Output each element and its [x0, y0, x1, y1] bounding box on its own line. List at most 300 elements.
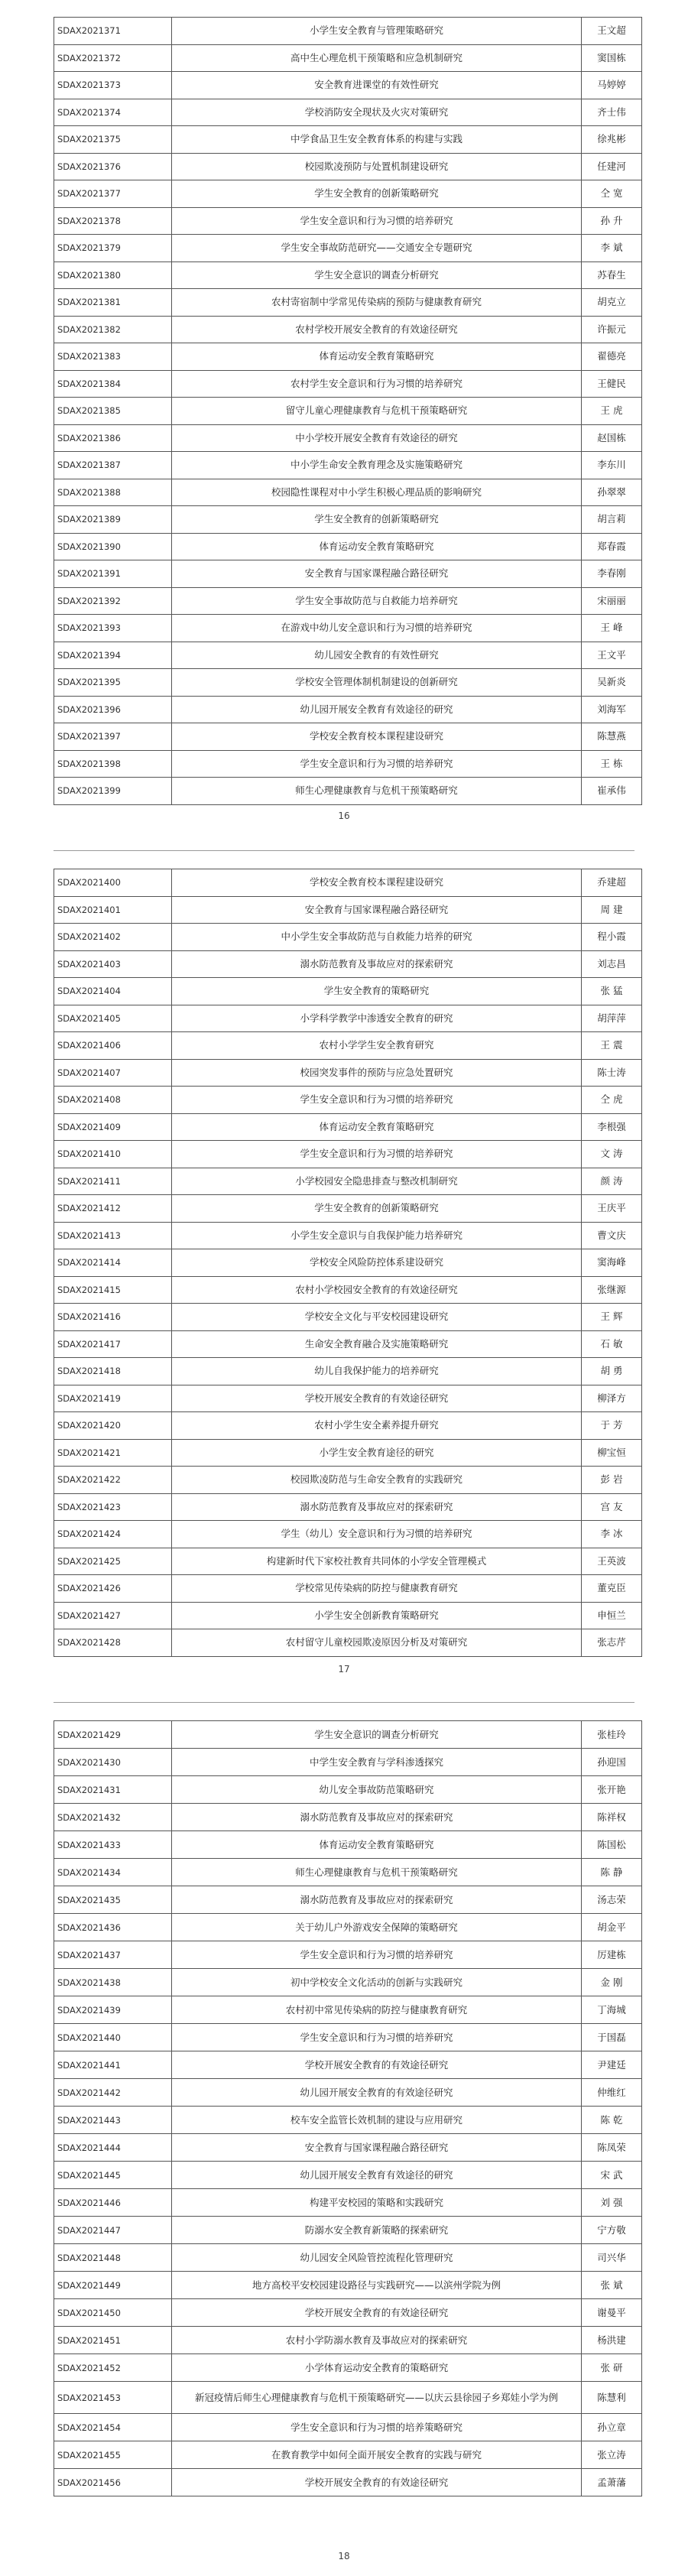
table-row — [54, 1548, 642, 1575]
project-code: SDAX2021453 — [54, 2382, 172, 2414]
table-row — [54, 424, 642, 452]
project-title: 学生安全教育的创新策略研究 — [172, 506, 582, 534]
project-author: 李春刚 — [582, 560, 642, 588]
project-author: 王 栋 — [582, 750, 642, 778]
table-row — [54, 1575, 642, 1603]
project-author: 刘海军 — [582, 696, 642, 723]
project-code: SDAX2021418 — [54, 1358, 172, 1385]
table-row — [54, 1831, 642, 1859]
project-author: 汤志荣 — [582, 1886, 642, 1914]
project-title: 师生心理健康教育与危机干预策略研究 — [172, 1859, 582, 1886]
project-title: 校园突发事件的预防与应急处置研究 — [172, 1059, 582, 1087]
table-row — [54, 1749, 642, 1776]
project-title: 在游戏中幼儿安全意识和行为习惯的培养研究 — [172, 615, 582, 642]
project-code: SDAX2021434 — [54, 1859, 172, 1886]
project-code: SDAX2021429 — [54, 1721, 172, 1749]
project-author: 杨洪建 — [582, 2327, 642, 2354]
project-author: 赵国栋 — [582, 424, 642, 452]
project-author: 厉建栋 — [582, 1941, 642, 1969]
project-title: 学校安全教育校本课程建设研究 — [172, 869, 582, 897]
table-row — [54, 2024, 642, 2051]
project-code: SDAX2021447 — [54, 2217, 172, 2244]
project-author: 陈祥权 — [582, 1804, 642, 1831]
project-author: 胡言莉 — [582, 506, 642, 534]
project-title: 学生安全意识和行为习惯的培养研究 — [172, 1941, 582, 1969]
table-row — [54, 343, 642, 371]
project-code: SDAX2021438 — [54, 1969, 172, 1996]
project-title: 中小学生命安全教育理念及实施策略研究 — [172, 452, 582, 479]
project-code: SDAX2021398 — [54, 750, 172, 778]
project-title: 学校安全文化与平安校园建设研究 — [172, 1304, 582, 1331]
project-author: 张开艳 — [582, 1776, 642, 1804]
project-author: 李根强 — [582, 1113, 642, 1141]
project-title: 小学生安全意识与自我保护能力培养研究 — [172, 1222, 582, 1249]
table-row — [54, 1439, 642, 1467]
project-title: 学生安全意识和行为习惯的培养研究 — [172, 2024, 582, 2051]
project-code: SDAX2021396 — [54, 696, 172, 723]
project-author: 齐士伟 — [582, 99, 642, 126]
project-code: SDAX2021373 — [54, 72, 172, 99]
table-row — [54, 1276, 642, 1304]
project-title: 学生安全意识和行为习惯的培养研究 — [172, 1141, 582, 1168]
table-row — [54, 896, 642, 924]
project-author: 王 峰 — [582, 615, 642, 642]
table-row — [54, 1304, 642, 1331]
project-title: 幼儿园开展安全教育有效途径的研究 — [172, 696, 582, 723]
project-author: 申恒兰 — [582, 1602, 642, 1629]
project-code: SDAX2021436 — [54, 1914, 172, 1941]
table-row — [54, 316, 642, 343]
project-code: SDAX2021413 — [54, 1222, 172, 1249]
project-title: 学生安全意识和行为习惯的培养研究 — [172, 1087, 582, 1114]
project-code: SDAX2021404 — [54, 978, 172, 1005]
project-title: 学校安全风险防控体系建设研究 — [172, 1249, 582, 1277]
project-author: 张 研 — [582, 2354, 642, 2382]
project-code: SDAX2021452 — [54, 2354, 172, 2382]
project-title: 农村小学校园安全教育的有效途径研究 — [172, 1276, 582, 1304]
project-author: 张桂玲 — [582, 1721, 642, 1749]
table-row — [54, 1521, 642, 1548]
project-title: 小学校园安全隐患排查与整改机制研究 — [172, 1168, 582, 1195]
project-author: 柳泽方 — [582, 1385, 642, 1412]
project-author: 徐兆彬 — [582, 126, 642, 154]
project-author: 胡金平 — [582, 1914, 642, 1941]
project-author: 丁海城 — [582, 1996, 642, 2024]
project-author: 王文超 — [582, 18, 642, 45]
project-author: 马婷婷 — [582, 72, 642, 99]
project-code: SDAX2021383 — [54, 343, 172, 371]
table-row — [54, 778, 642, 805]
table-row — [54, 2354, 642, 2382]
project-title: 学校开展安全教育的有效途径研究 — [172, 2051, 582, 2079]
project-author: 颜 涛 — [582, 1168, 642, 1195]
project-title: 学生安全意识和行为习惯的培养策略研究 — [172, 2414, 582, 2441]
project-author: 陈 乾 — [582, 2107, 642, 2134]
table-row — [54, 1493, 642, 1521]
project-author: 张 猛 — [582, 978, 642, 1005]
project-code: SDAX2021439 — [54, 1996, 172, 2024]
table-row — [54, 950, 642, 978]
project-author: 李 斌 — [582, 235, 642, 262]
project-code: SDAX2021378 — [54, 207, 172, 235]
project-author: 周 建 — [582, 896, 642, 924]
table-row — [54, 978, 642, 1005]
project-code: SDAX2021374 — [54, 99, 172, 126]
project-code: SDAX2021381 — [54, 289, 172, 317]
project-code: SDAX2021432 — [54, 1804, 172, 1831]
project-code: SDAX2021380 — [54, 261, 172, 289]
project-code: SDAX2021424 — [54, 1521, 172, 1548]
table-row — [54, 18, 642, 45]
project-code: SDAX2021414 — [54, 1249, 172, 1277]
project-title: 学生安全意识的调查分析研究 — [172, 1721, 582, 1749]
project-author: 胡克立 — [582, 289, 642, 317]
project-author: 于 芳 — [582, 1412, 642, 1440]
project-title: 中小学生安全事故防范与自救能力培养的研究 — [172, 924, 582, 951]
project-title: 学校安全教育校本课程建设研究 — [172, 723, 582, 751]
project-code: SDAX2021382 — [54, 316, 172, 343]
table-row — [54, 2414, 642, 2441]
project-code: SDAX2021445 — [54, 2162, 172, 2189]
project-code: SDAX2021443 — [54, 2107, 172, 2134]
project-author: 郑春霞 — [582, 533, 642, 560]
project-title: 校园隐性课程对中小学生积极心理品质的影响研究 — [172, 479, 582, 506]
project-author: 程小霞 — [582, 924, 642, 951]
project-code: SDAX2021407 — [54, 1059, 172, 1087]
project-title: 学校开展安全教育的有效途径研究 — [172, 2299, 582, 2327]
project-title: 构建平安校园的策略和实践研究 — [172, 2189, 582, 2217]
project-code: SDAX2021386 — [54, 424, 172, 452]
project-title: 农村小学生安全素养提升研究 — [172, 1412, 582, 1440]
project-code: SDAX2021375 — [54, 126, 172, 154]
table-row — [54, 2107, 642, 2134]
project-code: SDAX2021372 — [54, 44, 172, 72]
project-author: 胡 勇 — [582, 1358, 642, 1385]
project-title: 校园欺凌防范与生命安全教育的实践研究 — [172, 1467, 582, 1494]
table-row — [54, 44, 642, 72]
project-code: SDAX2021448 — [54, 2244, 172, 2272]
project-code: SDAX2021419 — [54, 1385, 172, 1412]
table-row — [54, 924, 642, 951]
project-author: 仲维红 — [582, 2079, 642, 2107]
project-code: SDAX2021385 — [54, 398, 172, 425]
table-row — [54, 669, 642, 697]
table-row — [54, 1776, 642, 1804]
project-title: 小学体育运动安全教育的策略研究 — [172, 2354, 582, 2382]
project-title: 安全教育进课堂的有效性研究 — [172, 72, 582, 99]
project-author: 孙 升 — [582, 207, 642, 235]
project-title: 学生安全教育的创新策略研究 — [172, 1195, 582, 1223]
project-title: 农村小学防溺水教育及事故应对的探索研究 — [172, 2327, 582, 2354]
table-row — [54, 2051, 642, 2079]
project-author: 窦海峰 — [582, 1249, 642, 1277]
table-row — [54, 2134, 642, 2162]
project-title: 小学生安全教育途径的研究 — [172, 1439, 582, 1467]
project-author: 孙翠翠 — [582, 479, 642, 506]
project-title: 农村小学学生安全教育研究 — [172, 1032, 582, 1060]
project-title: 小学生安全教育与管理策略研究 — [172, 18, 582, 45]
table-row — [54, 1249, 642, 1277]
table-row — [54, 1358, 642, 1385]
project-title-text: 新冠疫情后师生心理健康教育与危机干预策略研究——以庆云县徐园子乡郑娃小学为例 — [194, 2391, 558, 2403]
project-code: SDAX2021449 — [54, 2272, 172, 2299]
project-code: SDAX2021401 — [54, 896, 172, 924]
project-author: 张继源 — [582, 1276, 642, 1304]
table-row — [54, 1969, 642, 1996]
project-title: 小学科学教学中渗透安全教育的研究 — [172, 1005, 582, 1032]
project-author: 翟德亮 — [582, 343, 642, 371]
project-title: 农村学校开展安全教育的有效途径研究 — [172, 316, 582, 343]
table-row — [54, 370, 642, 398]
project-title: 农村留守儿童校园欺凌原因分析及对策研究 — [172, 1629, 582, 1657]
project-title: 学校开展安全教育的有效途径研究 — [172, 2469, 582, 2496]
table-row — [54, 398, 642, 425]
project-title: 学生（幼儿）安全意识和行为习惯的培养研究 — [172, 1521, 582, 1548]
project-code: SDAX2021420 — [54, 1412, 172, 1440]
project-author: 尹建廷 — [582, 2051, 642, 2079]
project-code: SDAX2021402 — [54, 924, 172, 951]
project-code: SDAX2021397 — [54, 723, 172, 751]
project-code: SDAX2021377 — [54, 180, 172, 208]
table-row — [54, 506, 642, 534]
table-row — [54, 2327, 642, 2354]
project-code: SDAX2021406 — [54, 1032, 172, 1060]
project-title: 学生安全意识的调查分析研究 — [172, 261, 582, 289]
table-row — [54, 533, 642, 560]
project-code: SDAX2021388 — [54, 479, 172, 506]
table-row — [54, 2189, 642, 2217]
project-code: SDAX2021409 — [54, 1113, 172, 1141]
project-code: SDAX2021395 — [54, 669, 172, 697]
table-row — [54, 153, 642, 180]
table-row — [54, 1859, 642, 1886]
project-code: SDAX2021433 — [54, 1831, 172, 1859]
table-row — [54, 207, 642, 235]
table-row — [54, 1168, 642, 1195]
table-row — [54, 2272, 642, 2299]
table-row — [54, 2244, 642, 2272]
project-author: 王 辉 — [582, 1304, 642, 1331]
project-author: 刘志昌 — [582, 950, 642, 978]
project-title: 体育运动安全教育策略研究 — [172, 343, 582, 371]
project-author: 王庆平 — [582, 1195, 642, 1223]
project-author: 陈慧燕 — [582, 723, 642, 751]
project-title: 体育运动安全教育策略研究 — [172, 1831, 582, 1859]
project-code: SDAX2021431 — [54, 1776, 172, 1804]
table-row — [54, 1195, 642, 1223]
table-row — [54, 1467, 642, 1494]
project-title: 幼儿安全事故防范策略研究 — [172, 1776, 582, 1804]
project-title: 防溺水安全教育新策略的探索研究 — [172, 2217, 582, 2244]
table-row — [54, 1886, 642, 1914]
project-title: 学生安全事故防范与自救能力培养研究 — [172, 587, 582, 615]
table-row — [54, 615, 642, 642]
project-code: SDAX2021456 — [54, 2469, 172, 2496]
project-title: 学生安全意识和行为习惯的培养研究 — [172, 207, 582, 235]
table-row — [54, 479, 642, 506]
project-title: 学校安全管理体制机制建设的创新研究 — [172, 669, 582, 697]
project-title: 师生心理健康教育与危机干预策略研究 — [172, 778, 582, 805]
table-row — [54, 2382, 642, 2414]
project-author: 陈凤荣 — [582, 2134, 642, 2162]
project-code: SDAX2021389 — [54, 506, 172, 534]
table-row — [54, 1385, 642, 1412]
table-row — [54, 1222, 642, 1249]
project-author: 仝 虎 — [582, 1087, 642, 1114]
project-author: 司兴华 — [582, 2244, 642, 2272]
project-code: SDAX2021416 — [54, 1304, 172, 1331]
project-author: 窦国栋 — [582, 44, 642, 72]
project-code: SDAX2021428 — [54, 1629, 172, 1657]
project-code: SDAX2021387 — [54, 452, 172, 479]
project-author: 许振元 — [582, 316, 642, 343]
project-title: 体育运动安全教育策略研究 — [172, 1113, 582, 1141]
project-author: 张志芹 — [582, 1629, 642, 1657]
project-title: 初中学校安全文化活动的创新与实践研究 — [172, 1969, 582, 1996]
project-author: 胡萍萍 — [582, 1005, 642, 1032]
page-number: 18 — [338, 2551, 350, 2561]
project-author: 孙迎国 — [582, 1749, 642, 1776]
project-author: 仝 宽 — [582, 180, 642, 208]
table-row — [54, 723, 642, 751]
project-code: SDAX2021430 — [54, 1749, 172, 1776]
project-title: 关于幼儿户外游戏安全保障的策略研究 — [172, 1914, 582, 1941]
table-row — [54, 1629, 642, 1657]
project-title: 地方高校平安校园建设路径与实践研究——以滨州学院为例 — [172, 2272, 582, 2299]
project-title — [172, 2382, 582, 2414]
project-author: 孟萧藩 — [582, 2469, 642, 2496]
project-author: 吴新炎 — [582, 669, 642, 697]
project-code: SDAX2021371 — [54, 18, 172, 45]
table-row — [54, 261, 642, 289]
project-title: 安全教育与国家课程融合路径研究 — [172, 2134, 582, 2162]
table-row — [54, 1721, 642, 1749]
project-code: SDAX2021444 — [54, 2134, 172, 2162]
table-row — [54, 1032, 642, 1060]
project-author: 王 震 — [582, 1032, 642, 1060]
project-author: 李东川 — [582, 452, 642, 479]
project-title: 溺水防范教育及事故应对的探索研究 — [172, 1804, 582, 1831]
project-code: SDAX2021417 — [54, 1330, 172, 1358]
table-row — [54, 1087, 642, 1114]
table-row — [54, 1941, 642, 1969]
project-code: SDAX2021400 — [54, 869, 172, 897]
project-code: SDAX2021427 — [54, 1602, 172, 1629]
project-code: SDAX2021405 — [54, 1005, 172, 1032]
project-code: SDAX2021423 — [54, 1493, 172, 1521]
project-code: SDAX2021393 — [54, 615, 172, 642]
project-author: 柳宝恒 — [582, 1439, 642, 1467]
project-code: SDAX2021425 — [54, 1548, 172, 1575]
project-title: 幼儿自我保护能力的培养研究 — [172, 1358, 582, 1385]
project-author: 金 刚 — [582, 1969, 642, 1996]
project-author: 张 斌 — [582, 2272, 642, 2299]
table-row — [54, 560, 642, 588]
table-row — [54, 2469, 642, 2496]
page-number: 17 — [338, 1664, 350, 1675]
project-author: 于国磊 — [582, 2024, 642, 2051]
project-author: 彭 岩 — [582, 1467, 642, 1494]
project-title: 体育运动安全教育策略研究 — [172, 533, 582, 560]
page-divider — [54, 1702, 634, 1703]
project-title: 学生安全事故防范研究——交通安全专题研究 — [172, 235, 582, 262]
project-title: 校车安全监管长效机制的建设与应用研究 — [172, 2107, 582, 2134]
project-code: SDAX2021442 — [54, 2079, 172, 2107]
project-code: SDAX2021446 — [54, 2189, 172, 2217]
project-code: SDAX2021384 — [54, 370, 172, 398]
project-code: SDAX2021451 — [54, 2327, 172, 2354]
project-code: SDAX2021392 — [54, 587, 172, 615]
project-title: 构建新时代下家校社教育共同体的小学安全管理模式 — [172, 1548, 582, 1575]
project-title: 学生安全教育的创新策略研究 — [172, 180, 582, 208]
project-title: 幼儿园开展安全教育有效途径的研究 — [172, 2162, 582, 2189]
table-row — [54, 869, 642, 897]
table-row — [54, 696, 642, 723]
project-title: 校园欺凌预防与处置机制建设研究 — [172, 153, 582, 180]
table-row — [54, 180, 642, 208]
project-code: SDAX2021440 — [54, 2024, 172, 2051]
project-title: 农村初中常见传染病的防控与健康教育研究 — [172, 1996, 582, 2024]
table-row — [54, 126, 642, 154]
table-row — [54, 1330, 642, 1358]
table-row — [54, 289, 642, 317]
project-code: SDAX2021403 — [54, 950, 172, 978]
project-title: 学校消防安全现状及火灾对策研究 — [172, 99, 582, 126]
project-author: 王健民 — [582, 370, 642, 398]
project-author: 刘 强 — [582, 2189, 642, 2217]
project-table — [54, 1720, 642, 2496]
project-author: 崔承伟 — [582, 778, 642, 805]
project-author: 曹文庆 — [582, 1222, 642, 1249]
project-code: SDAX2021435 — [54, 1886, 172, 1914]
project-code: SDAX2021411 — [54, 1168, 172, 1195]
project-author: 宋丽丽 — [582, 587, 642, 615]
project-author: 王英波 — [582, 1548, 642, 1575]
project-code: SDAX2021399 — [54, 778, 172, 805]
project-title: 幼儿园开展安全教育的有效途径研究 — [172, 2079, 582, 2107]
project-title: 小学生安全创新教育策略研究 — [172, 1602, 582, 1629]
project-code: SDAX2021412 — [54, 1195, 172, 1223]
project-author: 王文平 — [582, 642, 642, 669]
table-row — [54, 1113, 642, 1141]
project-title: 在教育教学中如何全面开展安全教育的实践与研究 — [172, 2441, 582, 2469]
project-author: 谢曼平 — [582, 2299, 642, 2327]
table-row — [54, 452, 642, 479]
project-title: 生命安全教育融合及实施策略研究 — [172, 1330, 582, 1358]
table-row — [54, 1914, 642, 1941]
project-author: 李 冰 — [582, 1521, 642, 1548]
table-row — [54, 1996, 642, 2024]
project-code: SDAX2021437 — [54, 1941, 172, 1969]
project-title: 学生安全教育的策略研究 — [172, 978, 582, 1005]
project-author: 宋 武 — [582, 2162, 642, 2189]
table-row — [54, 1412, 642, 1440]
table-row — [54, 2079, 642, 2107]
project-title: 中学食品卫生安全教育体系的构建与实践 — [172, 126, 582, 154]
project-title: 幼儿园安全风险管控流程化管理研究 — [172, 2244, 582, 2272]
project-title: 幼儿园安全教育的有效性研究 — [172, 642, 582, 669]
project-title: 农村寄宿制中学常见传染病的预防与健康教育研究 — [172, 289, 582, 317]
table-row — [54, 2299, 642, 2327]
project-author: 陈慧利 — [582, 2382, 642, 2414]
project-title: 留守儿童心理健康教育与危机干预策略研究 — [172, 398, 582, 425]
project-author: 陈 静 — [582, 1859, 642, 1886]
project-code: SDAX2021450 — [54, 2299, 172, 2327]
project-title: 溺水防范教育及事故应对的探索研究 — [172, 1493, 582, 1521]
project-code: SDAX2021376 — [54, 153, 172, 180]
project-code: SDAX2021394 — [54, 642, 172, 669]
table-row — [54, 99, 642, 126]
